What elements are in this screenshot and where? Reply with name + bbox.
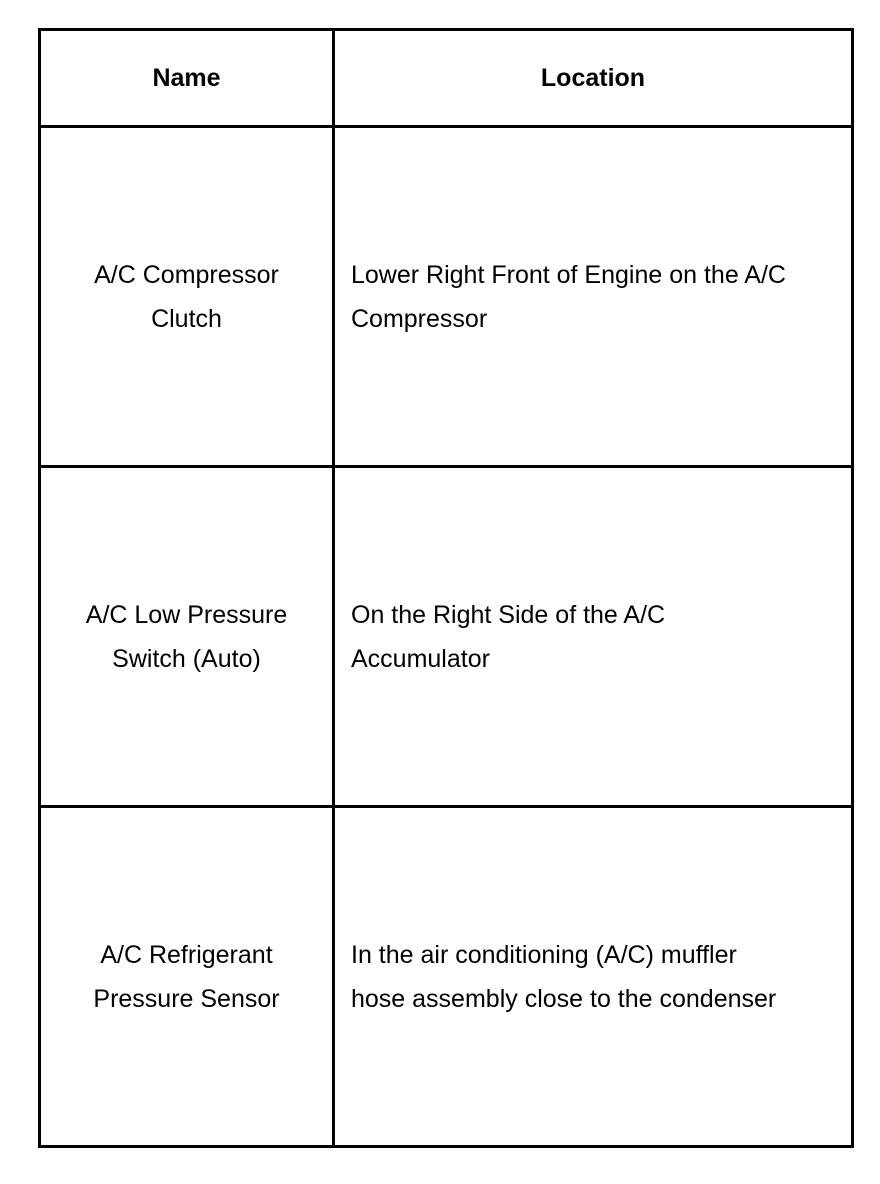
- component-name: A/C Refrigerant Pressure Sensor: [93, 940, 280, 1013]
- component-location: In the air conditioning (A/C) muffler hose assembly close to the condenser: [351, 940, 777, 1013]
- name-cell: [40, 127, 334, 467]
- header-location: Location: [334, 30, 853, 127]
- header-row: [40, 30, 853, 127]
- location-cell: [334, 807, 853, 1147]
- component-location: Lower Right Front of Engine on the A/C Compressor: [351, 260, 786, 333]
- table-row: [40, 127, 853, 467]
- name-cell: [40, 467, 334, 807]
- table-row: [40, 467, 853, 807]
- component-name: A/C Low Pressure Switch (Auto): [85, 600, 288, 673]
- component-location-table: [38, 28, 854, 1148]
- component-name: A/C Compressor Clutch: [94, 260, 279, 333]
- location-cell: [334, 467, 853, 807]
- header-name: Name: [40, 30, 334, 127]
- component-location: On the Right Side of the A/C Accumulator: [351, 600, 666, 673]
- table-row: [40, 807, 853, 1147]
- name-cell: [40, 807, 334, 1147]
- location-cell: [334, 127, 853, 467]
